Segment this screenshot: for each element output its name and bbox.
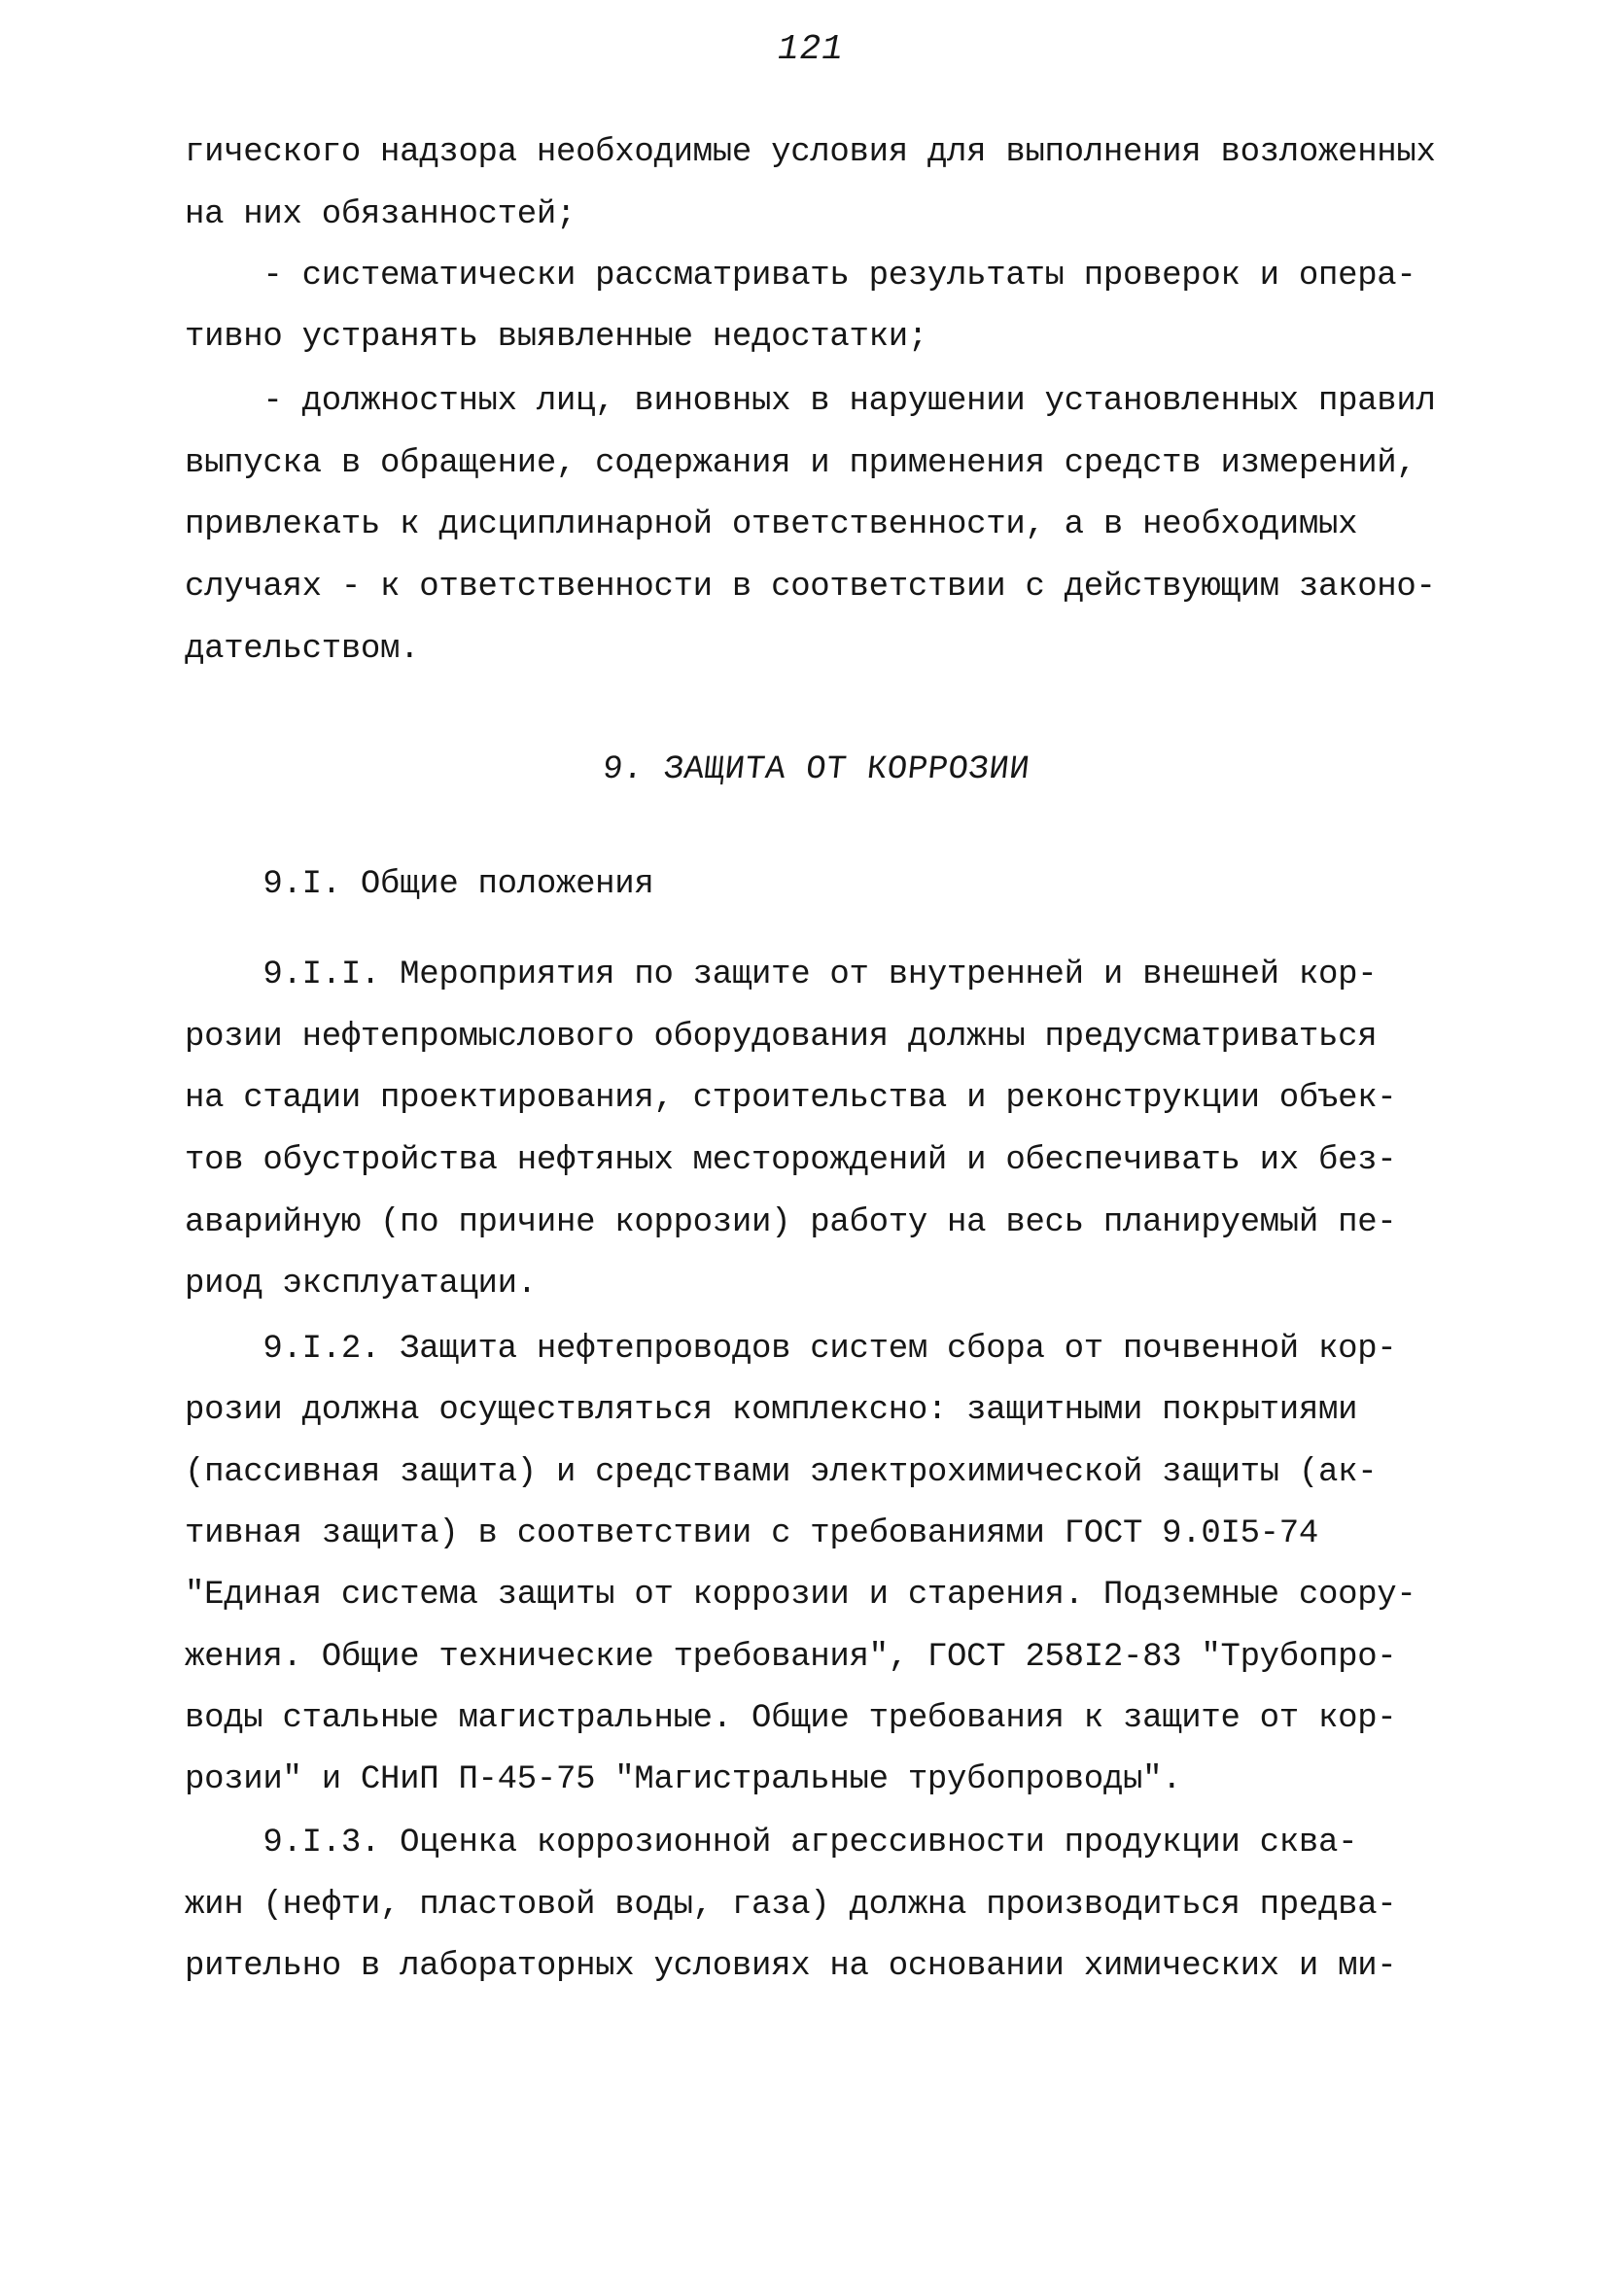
text-line: рительно в лабораторных условиях на основании химических и ми- bbox=[185, 1948, 1397, 1985]
text-line: розии нефтепромыслового оборудования должны предусматриваться bbox=[185, 1019, 1378, 1056]
section-heading: 9. ЗАЩИТА ОТ КОРРОЗИИ bbox=[601, 751, 1031, 788]
text-line: жения. Общие технические требования", ГОСТ 258I2-83 "Трубопро- bbox=[185, 1639, 1397, 1676]
text-line: на стадии проектирования, строительства и реконструкции объек- bbox=[185, 1080, 1397, 1117]
text-line: риод эксплуатации. bbox=[185, 1266, 537, 1303]
text-line: 9.I.2. Защита нефтепроводов систем сбора от почвенной кор- bbox=[185, 1331, 1397, 1368]
text-line: - должностных лиц, виновных в нарушении установленных правил bbox=[185, 383, 1436, 420]
text-line: жин (нефти, пластовой воды, газа) должна производиться предва- bbox=[185, 1887, 1397, 1924]
subsection-heading: 9.I. Общие положения bbox=[185, 866, 654, 903]
page-number: 121 bbox=[778, 29, 844, 69]
text-line: розии должна осуществляться комплексно: защитными покрытиями bbox=[185, 1392, 1358, 1429]
text-line: 9.I.I. Мероприятия по защите от внутренней и внешней кор- bbox=[185, 957, 1378, 993]
text-line: розии" и СНиП П-45-75 "Магистральные трубопроводы". bbox=[185, 1761, 1182, 1798]
text-line: дательством. bbox=[185, 631, 420, 668]
text-line: гического надзора необходимые условия для выполнения возложенных bbox=[185, 134, 1436, 171]
text-line: воды стальные магистральные. Общие требования к защите от кор- bbox=[185, 1700, 1397, 1737]
text-line: случаях - к ответственности в соответствии с действующим законо- bbox=[185, 569, 1436, 606]
text-line: 9.I.3. Оценка коррозионной агрессивности продукции сква- bbox=[185, 1825, 1358, 1861]
text-line: тивная защита) в соответствии с требованиями ГОСТ 9.0I5-74 bbox=[185, 1515, 1318, 1552]
text-line: аварийную (по причине коррозии) работу на весь планируемый пе- bbox=[185, 1204, 1397, 1241]
text-line: "Единая система защиты от коррозии и старения. Подземные соору- bbox=[185, 1577, 1416, 1614]
text-line: выпуска в обращение, содержания и применения средств измерений, bbox=[185, 445, 1416, 482]
text-line: на них обязанностей; bbox=[185, 196, 577, 233]
text-line: (пассивная защита) и средствами электрохимической защиты (ак- bbox=[185, 1454, 1378, 1491]
text-line: тивно устранять выявленные недостатки; bbox=[185, 319, 927, 356]
text-line: - систематически рассматривать результаты проверок и опера- bbox=[185, 258, 1416, 295]
text-line: привлекать к дисциплинарной ответственности, а в необходимых bbox=[185, 506, 1358, 543]
text-line: тов обустройства нефтяных месторождений и обеспечивать их без- bbox=[185, 1142, 1397, 1179]
